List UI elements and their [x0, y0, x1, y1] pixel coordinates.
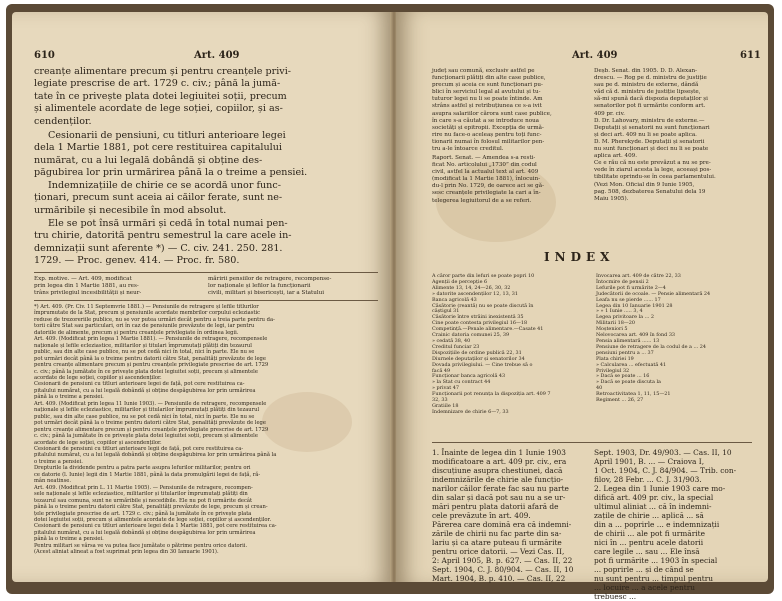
raport-senat-text: Raport. Senat. — Amendea s-a resti- ficat No. articolului „1730” din codul civil, astfel la actualul text al art. 409 (modificat la 1 Martie 1881), înlocuin- du-l prin No. 1729, de oarece aci se gă- sesc creanțele privilegiate la cari a în- telegerea legiuitorul de a se referi.: [432, 155, 544, 204]
motive-right-column: măririi pensiilor de retragere, recompense- lor naționale și lefilor la funcționarii civili, militari și bisericești, iar a Statului: [208, 276, 332, 296]
index-divider: [432, 442, 752, 443]
footnote-divider: [34, 300, 378, 301]
case-law-column-right: Sept. 1903, Dr. 49/903. — Cas. II, 10 April 1901, B. ... — Craiova I, 1 Oct. 1904, C. J. 84/904. — Trib. con- filov, 28 Febr. ... C. J. 31/903. 2. Legea din 1 Iunie 1903 care mo- difică art. 409 pr. civ., la special ultimul aliniat ... că în indemni- zațile de chirie ... aplică ... să din a ... poprirle ... e indemnizații de chirii ... ale pot fi urmărite nici în ... pentru acele datorii care legile ... sau ... Ele însă pot fi urmărite ... 1903 în special ... poprirle ... și de când se nu sunt pentru ... timpul pentru ... locuire ... a acele pentru trebuesc ...: [594, 448, 737, 601]
main-paragraph-2: Cesionarii de pensiuni, cu titluri anterioare legei dela 1 Martie 1881, pot cere restituirea capitalului numărat, cu a lui legală dobândă și obține des- păgubirea lor prin urmărirea până la o treime a pensiei.: [34, 130, 308, 179]
main-paragraph-1: creanțe alimentare precum și pentru creanțele privi- legiate prescrise de art. 1729 c. civ.; până la jumă- tate în ce privește plata dotei legiuitei soții, precum și alimentele acordate de lege soției, copiilor, și as- cendenților.: [34, 66, 292, 127]
right-running-head: Art. 409: [572, 50, 618, 61]
index-column-right: Invocarea art. 409 de către 22, 33 Întocmire de pensii 2 Lefurile pot fi urmărite 2—4 Judecătorii de ocoale. — Pensie alimentară 24 Leafa nu se pierde ...... 17 Legea din 10 Ianuarie 1901 28 » » 1 Iunie ..... 3, 4 Legea privitoare la ... 2 Militarii 18—20 Moșteniori 5 Nelovocarea art. 409 în fond 33 Pensia alimentară ...... 13 Pensiune de retragere de la codul de a ... 24 pensiuni pentru a ... 37 Plata chiriei 19 » Calcularea ... efectuată 41 Privilegiul 32 » Dacă se poate ... 16 » Dacă se poate discuta la 40 Retroactivitatea 1, 11, 15—21 Regiment ... 26, 27: [596, 273, 711, 404]
senate-debate-text: Deșb. Senat. din 1905. D. D. Alexan- drescu. — Rog pe d. ministru de justiție sau pe d. ministru de externe, dândă văd că d. ministru de justiție lipsește, să-mi spună dacă dispozia deputaților și senatorilor pot fi urmărite conform art. 409 pr. civ. D. Dr. Lahovary, ministru de externe.— Deputații și senatorii nu sunt funcționari și deci art. 409 nu li se poate aplica. D. M. Pherekyde. Deputații și senatorii nu sunt funcționari și deci nu li se poate aplica art. 409. Ce e rău că nu este prevăzut a nu se pre- vede în ziarul acesta la lege, aceeași pos- tibilitate oprindu-se în ceea parlamentului. (Vezi Mon. Oficial din 9 Iunie 1905, pag. 508, dezbaterea Senatului dela 19 Maiu 1905).: [594, 68, 716, 202]
book: [6, 4, 774, 601]
main-paragraph-4: Ele se pot însă urmări și cedă în total numai pen- tru chirie, datorită pentru semestrul la care acele in- demnizații sunt aferente *) — C. civ. 241. 250. 281. 1729. — Proc. genev. 414. — Proc. fr. 580.: [34, 218, 292, 267]
section-divider: [34, 272, 378, 273]
left-page: [12, 12, 392, 582]
left-page-number: 610: [34, 50, 55, 61]
index-title: INDEX: [544, 250, 615, 264]
continuation-text: județ sau comună, exclusiv astfel pe funcționarii plătiți din alte case publice, precum și aceia ce sunt funcționari pu- blici în serviciul legal al avutului și tu- tuturor legei nu li se poate întinde. Am strâns astfel și retribuțiunea ce s-a ivit asupra salariilor cărora sunt case publice, în care s-a căutat a se introduce noua societăți și epitropii. Excepția de urmă- rire nu face-o aceleaș pentru toți func- tionarii numai în folosul militarilor pen- tru a-le întoarce creditul.: [432, 68, 552, 153]
right-page: [396, 12, 768, 601]
main-paragraph-3: Indemnizațiile de chirie ce se acordă unor func- ționari, precum sunt aceia ai căilor ferate, sunt ne- urmăribile și necesibile în mod absolut.: [34, 180, 283, 216]
left-running-head: Art. 409: [194, 50, 240, 61]
index-column-left: A căror parte din lefuri se poate popri 10 Agenții de percepție 6 Alimente 13, 14, 24—26, 30, 32 » datorite ascendenților 12, 13, 31 Banca agricolă 43 Căsătorie (reantă) nu se poate discută în câștigul 31 Căsătorie între străini inexistentă 35 Cine poate contesta privilegiul 16—18 Competință.—Penale alimentare.—Casate 41 Crainic datoria comunei 25, 39 » cedată 38, 40 Creditul funciar 23 Dispozițiile de ordine publică 22, 31 Diurnele deputaților și senatorilor 34 Dovada privilegiului. — Cine trebue să o facă 49 Funcționar banca agricolă 43 » la Stat cu contract 44 » privat 47 Funcționarii pot renunța la dispoziția art. 409 7 32, 33 Gratiile 18 Indemnizare de chirie 6—7, 33: [432, 273, 551, 415]
footnote-text: *) Art. 409. (Pr. Civ. 11 Septemvrie 1881.) — Pensiunile de retragere și lefile titlurilor împrumutate de la Stat, precum și pensiunile acordate membrilor corpului ecleziastic reduse de trezoreriile publice, nu se vor putea urmări decât pentru a treia parte pentru da- torii către Stat sau particulari, ori în caz de pensiunile prevăzute de legi, iar pentru datoriile de alimente, precum și pentru creanțele privilegiate în ordinea legii. Art. 409. (Modificat prin legea 1 Martie 1881). — Pensiunile de retragere, recompensele naționale și lefile ecleziastice, militarilor și titulari împrumutați plătiți din tezaurul public, sau din alte case publice, nu se pot cedă nici în total, nici în parte. Ele nu se pot urmări decât până la o treime pentru datorii către Stat, penalități prevăzute de lege pentru creanțe alimentare precum și pentru creanțele privilegiate prescrise de art. 1729 c. civ.; până la jumătate în ce privește plata dotei legiuitei soții, precum și alimentele acordate de lege soției, copiilor și ascendenților. Cesionarii de pensiuni cu titluri anterioare legei de față, pot cere restituirea ca- pitalului numărat, cu a lui legală dobândă și obține despăgubirea lor prin urmărirea până la o treime a pensiei. Art. 409. (Modificat prin legea 11 Iunie 1903). — Pensiunile de retragere, recompensele naționale și lefile ecleziastice, militarilor și titularilor împrumutați plătiți din tezaurul public, sau din alte case publice, nu se pot cedă nici în total, nici în parte. Ele nu se pot urmări decât până la o treime pentru datorii către Stat, penalități prevăzute de lege pentru creanțe alimentare precum și pentru creanțele privilegiate prescrise de art. 1729 c. civ.; până la jumătate în ce privește plata dotei legiuitei soții, precum și alimentele acordate de lege soției, copiilor și ascendenților. Cesionarii de pensiuni cu titluri anterioare legii de față, pot cere restituirea ca- pitalului numărat, cu a lui legală dobândă și obține despăgubirea lor prin urmărirea până la o treime a pensiei. Drepturile la dividende pentru a patra parte asupra lefurilor militarilor, pentru ori ce datorie (l. Iunie) legii din 1 Martie 1881, până la data promulgării legei de față, ră- mân neatinse. Art. 409. (Modificat prin L. 11 Martie 1905). — Pensiunile de retragere, recompen- sele naționale și lefile ecleziastice, militarilor și titularilor împrumutați plătiți din tezaurul sau comuna, sunt ne urmăribile și necedibile. Ele nu pot fi urmărite decât până la o treime pentru datorii către Stat, penalități prevăzute de lege, precum și crean- țele privilegiate prescrise de art. 1729 c. civ.; până la jumătate în ce privește plata dotei legiuitei soții, precum și alimentele acordate de lege soției, copiilor și ascendenților. Cesionarii de pensiuni cu titluri anterioare legei dela 1 Martie 1881, pot cere restituirea ca- pitalului numărat, cu a lui legală dobândă și obține despăgubirea lor prin urmărirea până la o treime a pensiei. Pentru militari se vărsa ve va putea face jumătate o pătrime pentru orice datorii. (Acest aliniat alineat a fost suprimat prin legea din 30 Ianuarie 1901).: [34, 304, 277, 556]
right-page-number: 611: [740, 50, 761, 61]
case-law-column-left: 1. Înainte de legea din 1 Iunie 1903 modificatoare a art. 409 pr. civ., era discuțiune asupra chestiunei, dacă indemnizările de chirie ale funcțio- narilor căilor ferate fac sau nu parte din salar și dacă pot sau nu a se ur- mări pentru plata datorii afară de cele prevăzute în art. 409. Părerea care domină era că indemni- zările de chirii nu fac parte din sa- lariu și ca atare puteau fi urmărite pentru orice datorii. — Vezi Cas. II, 2: April 1905, B. p. 627. — Cas. II, 22 Sept. 1904, C. J. 80/904. — Cas. II, 10 Mart. 1904, B. p. 410. — Cas. II, 22: [432, 448, 574, 583]
motive-left-column: Exp. motive. — Art. 409, modificat prin legea din 1 Martie 1881, au res- trâns privilegiul incesibilității și neur-: [34, 276, 142, 296]
